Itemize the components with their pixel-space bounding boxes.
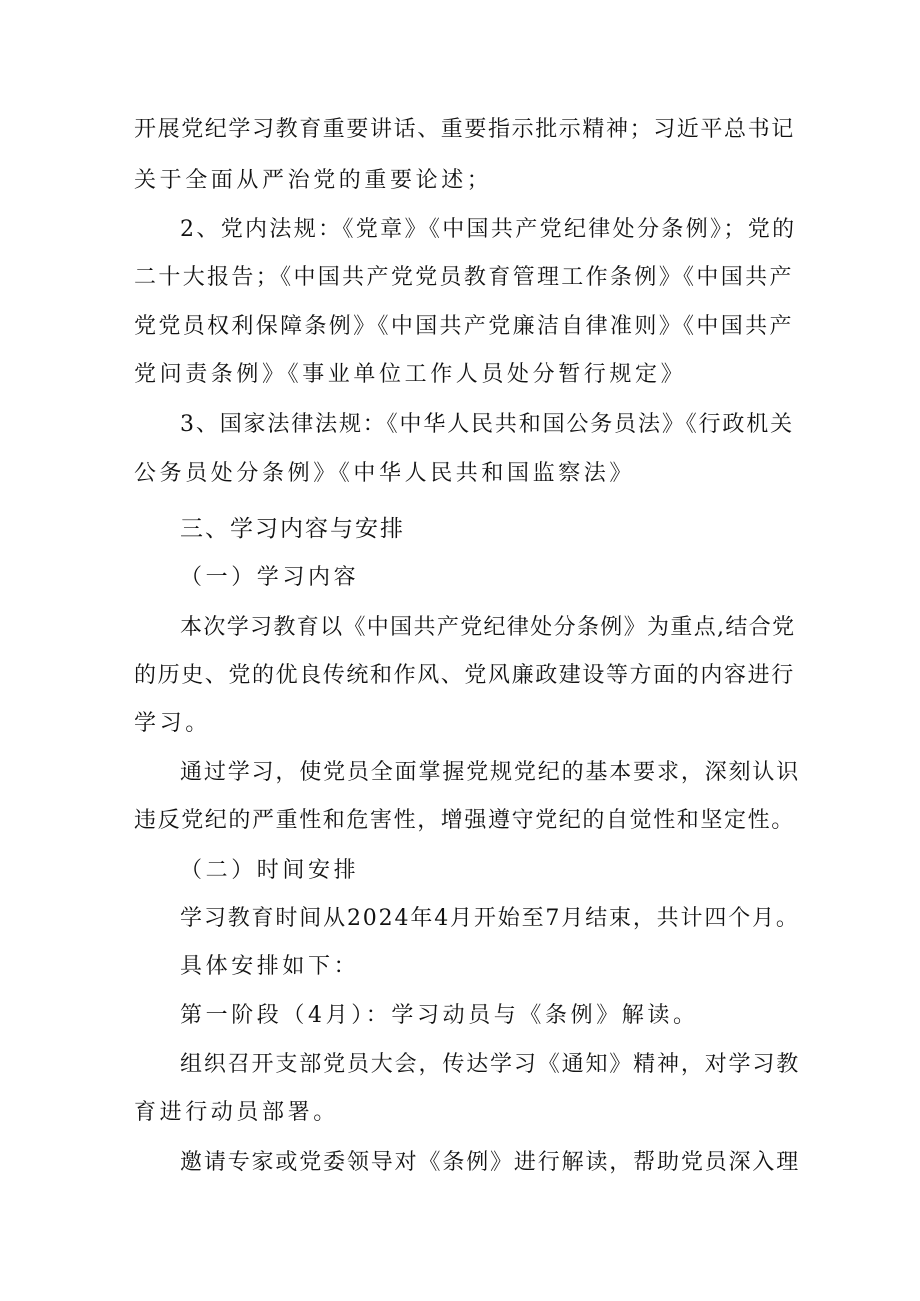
body-text-line: 开展党纪学习教育重要讲话、重要指示批示精神；习近平总书记 bbox=[134, 117, 795, 142]
subsection-heading: （二）时间安排 bbox=[180, 858, 360, 883]
body-text-line: 邀请专家或党委领导对《条例》进行解读，帮助党员深入理 bbox=[180, 1150, 801, 1175]
body-text-line: 本次学习教育以《中国共产党纪律处分条例》为重点,结合党 bbox=[180, 615, 796, 640]
body-text-line: 的历史、党的优良传统和作风、党风廉政建设等方面的内容进行 bbox=[134, 663, 795, 688]
body-text-line: 关于全面从严治党的重要论述； bbox=[134, 168, 493, 193]
subsection-heading: （一）学习内容 bbox=[180, 565, 360, 590]
body-text-line: 育进行动员部署。 bbox=[134, 1100, 339, 1125]
body-text-line: 党问责条例》《事业单位工作人员处分暂行规定》 bbox=[134, 362, 687, 387]
body-text-line: 党党员权利保障条例》《中国共产党廉洁自律准则》《中国共产 bbox=[134, 314, 794, 339]
body-text-line: 具体安排如下： bbox=[180, 954, 360, 979]
section-heading: 三、学习内容与安排 bbox=[180, 516, 405, 542]
body-text-line: 组织召开支部党员大会，传达学习《通知》精神，对学习教 bbox=[180, 1052, 801, 1077]
body-text-line: 违反党纪的严重性和危害性，增强遵守党纪的自觉性和坚定性。 bbox=[134, 808, 795, 833]
body-text-line: 公务员处分条例》《中华人民共和国监察法》 bbox=[134, 461, 636, 486]
body-text-line: 学习教育时间从2024年4月开始至7月结束，共计四个月。 bbox=[180, 906, 800, 931]
body-text-line: 3、国家法律法规：《中华人民共和国公务员法》《行政机关 bbox=[180, 412, 794, 437]
body-text-line: 第一阶段（4月）：学习动员与《条例》解读。 bbox=[180, 1003, 699, 1028]
body-text-line: 学习。 bbox=[134, 711, 211, 736]
body-text-line: 2、党内法规：《党章》《中国共产党纪律处分条例》；党的 bbox=[180, 217, 797, 242]
body-text-line: 二十大报告；《中国共产党党员教育管理工作条例》《中国共产 bbox=[134, 265, 794, 290]
body-text-line: 通过学习，使党员全面掌握党规党纪的基本要求，深刻认识 bbox=[180, 760, 801, 785]
